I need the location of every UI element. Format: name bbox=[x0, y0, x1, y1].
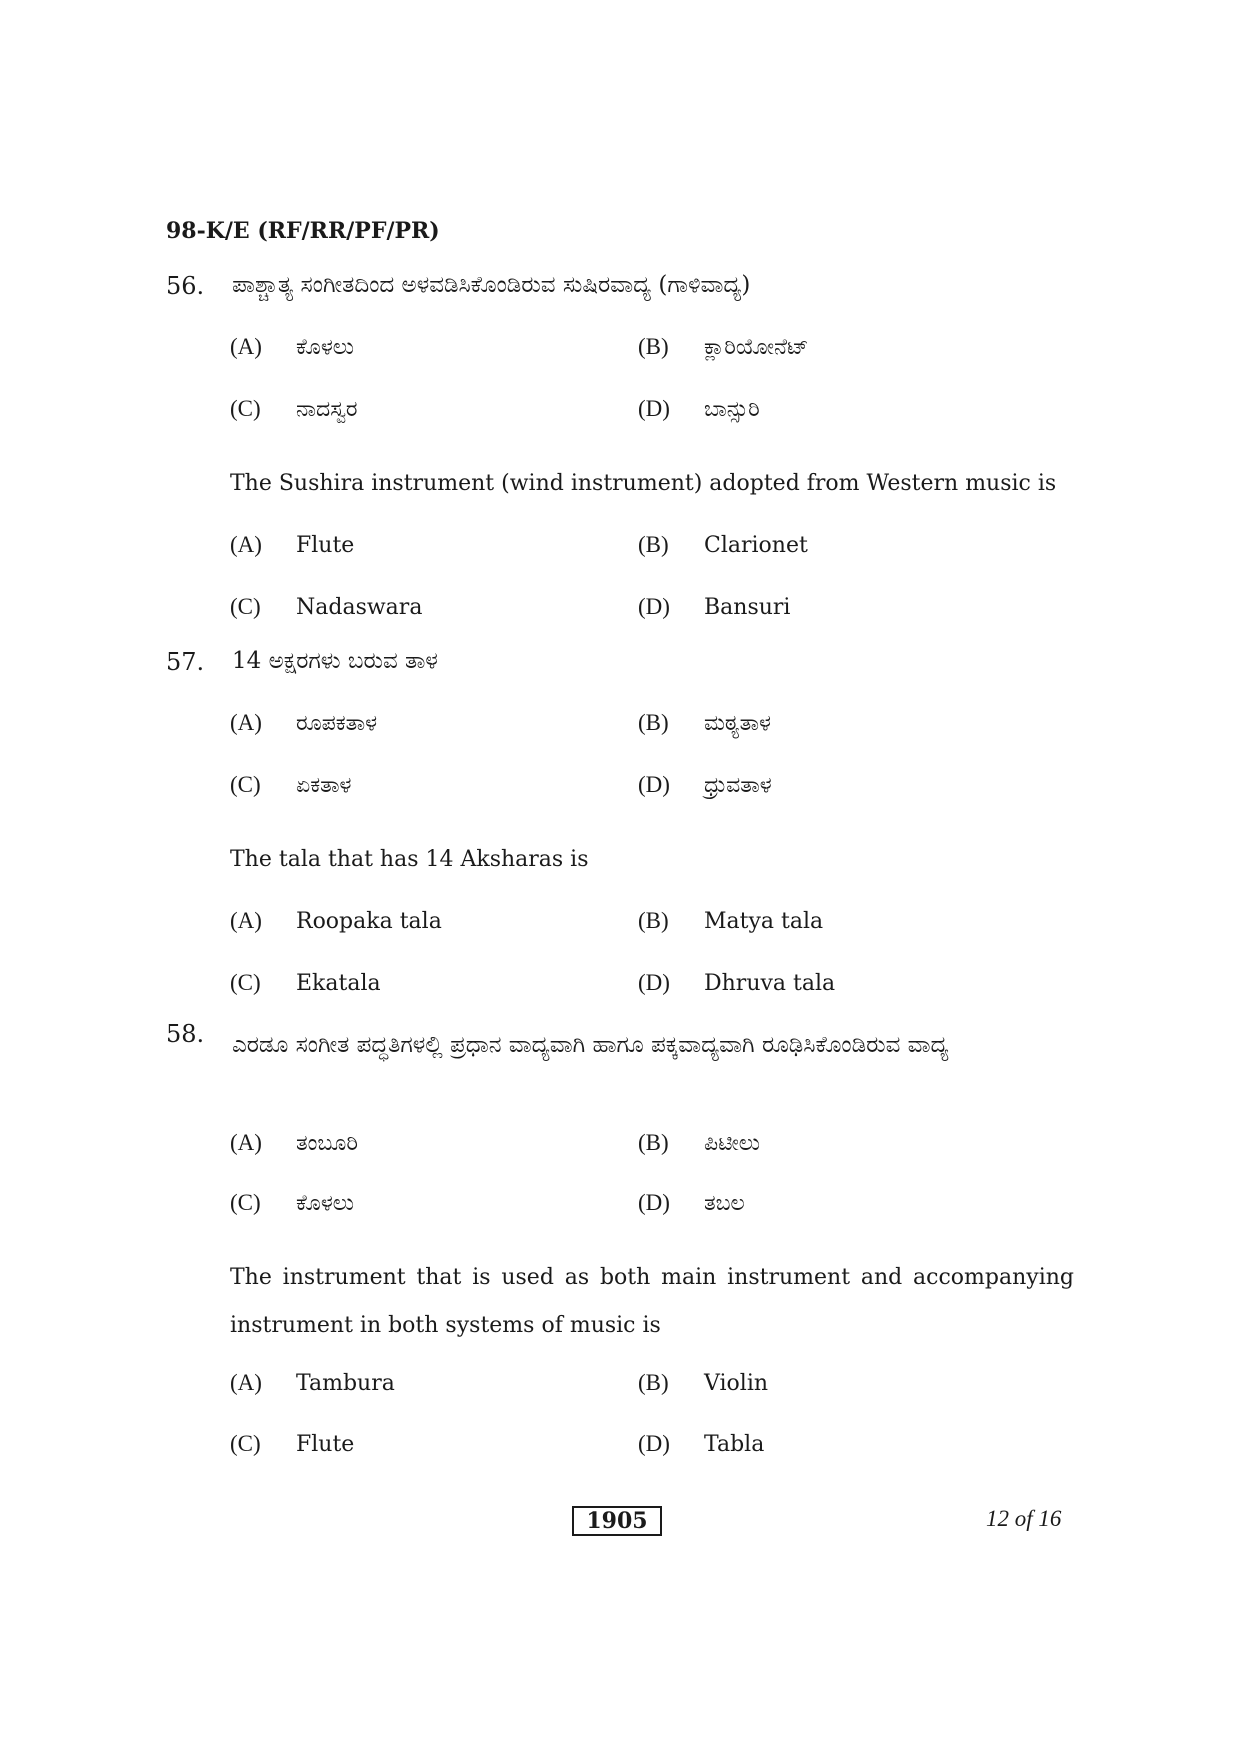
question-text-english: The tala that has 14 Aksharas is bbox=[230, 847, 589, 872]
page-number: 12 of 16 bbox=[986, 1506, 1062, 1531]
question-58 bbox=[166, 1020, 1076, 1120]
option-c-english: (C) Flute bbox=[230, 1431, 355, 1457]
question-text-kannada: 14 ಅಕ್ಷರಗಳು ಬರುವ ತಾಳ bbox=[232, 648, 438, 674]
option-b-kannada: (B) ಕ್ಲಾರಿಯೋನೆಟ್ bbox=[638, 334, 809, 360]
paper-code-header: 98-K/E (RF/RR/PF/PR) bbox=[166, 218, 440, 244]
option-a-kannada: (A) ತಂಬೂರಿ bbox=[230, 1130, 358, 1156]
question-number: 56. bbox=[166, 272, 205, 300]
question-text-kannada: ಎರಡೂ ಸಂಗೀತ ಪದ್ಧತಿಗಳಲ್ಲಿ ಪ್ರಧಾನ ವಾದ್ಯವಾಗಿ ಹಾಗೂ ಪಕ್ಕವಾದ್ಯವಾಗಿ ರೂಢಿಸಿಕೊಂಡಿರುವ ವಾದ್ಯ bbox=[232, 1032, 949, 1058]
option-c-english: (C) Nadaswara bbox=[230, 594, 423, 620]
question-text-english: The instrument that is used as both main instrument and accompanying instrument in both systems of music is bbox=[230, 1265, 1074, 1338]
option-c-kannada: (C) ಏಕತಾಳ bbox=[230, 772, 352, 798]
question-text-english: The Sushira instrument (wind instrument) adopted from Western music is bbox=[230, 471, 1057, 496]
option-a-english: (A) Tambura bbox=[230, 1370, 395, 1396]
question-number: 58. bbox=[166, 1020, 205, 1048]
booklet-code-box: 1905 bbox=[572, 1506, 662, 1536]
option-b-english: (B) Clarionet bbox=[638, 532, 808, 558]
option-b-kannada: (B) ಮಠ್ಯತಾಳ bbox=[638, 710, 771, 736]
option-b-kannada: (B) ಪಿಟೀಲು bbox=[638, 1130, 761, 1156]
option-d-english: (D) Tabla bbox=[638, 1431, 765, 1457]
option-c-english: (C) Ekatala bbox=[230, 970, 381, 996]
option-a-english: (A) Flute bbox=[230, 532, 355, 558]
option-d-kannada: (D) ತಬಲ bbox=[638, 1190, 745, 1216]
option-a-english: (A) Roopaka tala bbox=[230, 908, 442, 934]
option-c-kannada: (C) ಕೊಳಲು bbox=[230, 1190, 355, 1216]
question-text-kannada: ಪಾಶ್ಚಾತ್ಯ ಸಂಗೀತದಿಂದ ಅಳವಡಿಸಿಕೊಂಡಿರುವ ಸುಷಿರವಾದ್ಯ (ಗಾಳಿವಾದ್ಯ) bbox=[232, 272, 751, 298]
option-c-kannada: (C) ನಾದಸ್ವರ bbox=[230, 396, 358, 422]
option-b-english: (B) Violin bbox=[638, 1370, 769, 1396]
option-d-english: (D) Dhruva tala bbox=[638, 970, 836, 996]
question-number: 57. bbox=[166, 648, 205, 676]
option-d-english: (D) Bansuri bbox=[638, 594, 791, 620]
option-d-kannada: (D) ಬಾನ್ಸುರಿ bbox=[638, 396, 760, 422]
option-d-kannada: (D) ಧ್ರುವತಾಳ bbox=[638, 772, 772, 798]
option-b-english: (B) Matya tala bbox=[638, 908, 824, 934]
option-a-kannada: (A) ರೂಪಕತಾಳ bbox=[230, 710, 378, 736]
option-a-kannada: (A) ಕೊಳಲು bbox=[230, 334, 355, 360]
